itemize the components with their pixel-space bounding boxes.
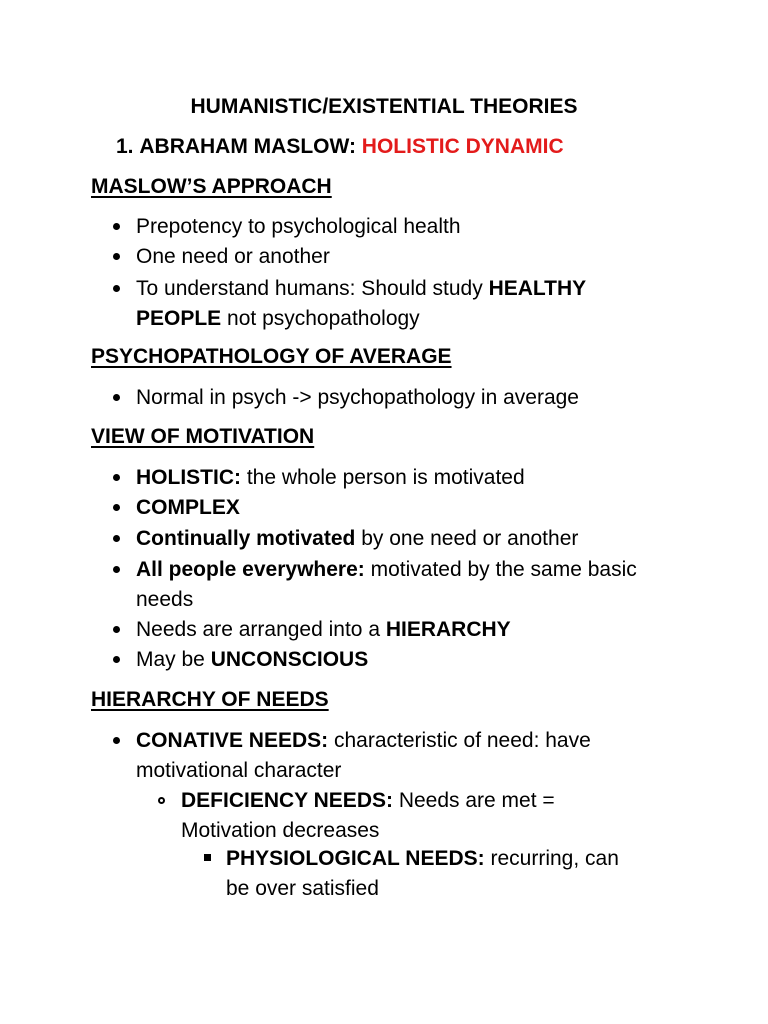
list-item: CONATIVE NEEDS: characteristic of need: have xyxy=(136,729,591,752)
list-item: Needs are arranged into a HIERARCHY xyxy=(136,618,511,641)
subtitle-theory: HOLISTIC DYNAMIC xyxy=(361,135,564,158)
bullet-icon xyxy=(113,656,120,663)
subtitle xyxy=(116,136,564,157)
list-item-continuation: needs xyxy=(136,588,194,611)
list-item-continuation: Motivation decreases xyxy=(181,819,380,842)
subtitle-name: ABRAHAM MASLOW: xyxy=(139,135,356,158)
list-item: One need or another xyxy=(136,245,330,268)
list-item: Continually motivated by one need or another xyxy=(136,527,579,550)
list-item: COMPLEX xyxy=(136,496,240,519)
bullet-icon xyxy=(113,223,120,230)
list-item-continuation: be over satisfied xyxy=(226,877,379,900)
list-item: All people everywhere: motivated by the same basic xyxy=(136,558,637,581)
bullet-icon xyxy=(113,737,120,744)
bullet-icon xyxy=(113,394,120,401)
section-heading-approach: MASLOW’S APPROACH xyxy=(91,175,332,198)
section-heading-motivation: VIEW OF MOTIVATION xyxy=(91,425,315,448)
list-item-level3: PHYSIOLOGICAL NEEDS: recurring, can xyxy=(226,847,619,870)
square-bullet-icon xyxy=(204,854,211,861)
list-item: May be UNCONSCIOUS xyxy=(136,648,369,671)
subtitle-number: 1. xyxy=(116,135,134,158)
list-item: HOLISTIC: the whole person is motivated xyxy=(136,466,525,489)
list-item-level2: DEFICIENCY NEEDS: Needs are met = xyxy=(181,789,555,812)
list-item: To understand humans: Should study HEALTHY xyxy=(136,277,587,300)
bullet-icon xyxy=(113,285,120,292)
bullet-icon xyxy=(113,474,120,481)
bullet-icon xyxy=(113,626,120,633)
bullet-icon xyxy=(113,566,120,573)
hollow-bullet-icon xyxy=(158,797,165,804)
list-item-continuation: PEOPLE not psychopathology xyxy=(136,307,420,330)
page-title: HUMANISTIC/EXISTENTIAL THEORIES xyxy=(190,95,578,118)
list-item-continuation: motivational character xyxy=(136,759,342,782)
list-item: Prepotency to psychological health xyxy=(136,215,461,238)
section-heading-hierarchy: HIERARCHY OF NEEDS xyxy=(91,688,329,711)
bullet-icon xyxy=(113,535,120,542)
section-heading-psychopathology: PSYCHOPATHOLOGY OF AVERAGE xyxy=(91,345,452,368)
list-item: Normal in psych -> psychopathology in average xyxy=(136,386,579,409)
bullet-icon xyxy=(113,504,120,511)
bullet-icon xyxy=(113,253,120,260)
